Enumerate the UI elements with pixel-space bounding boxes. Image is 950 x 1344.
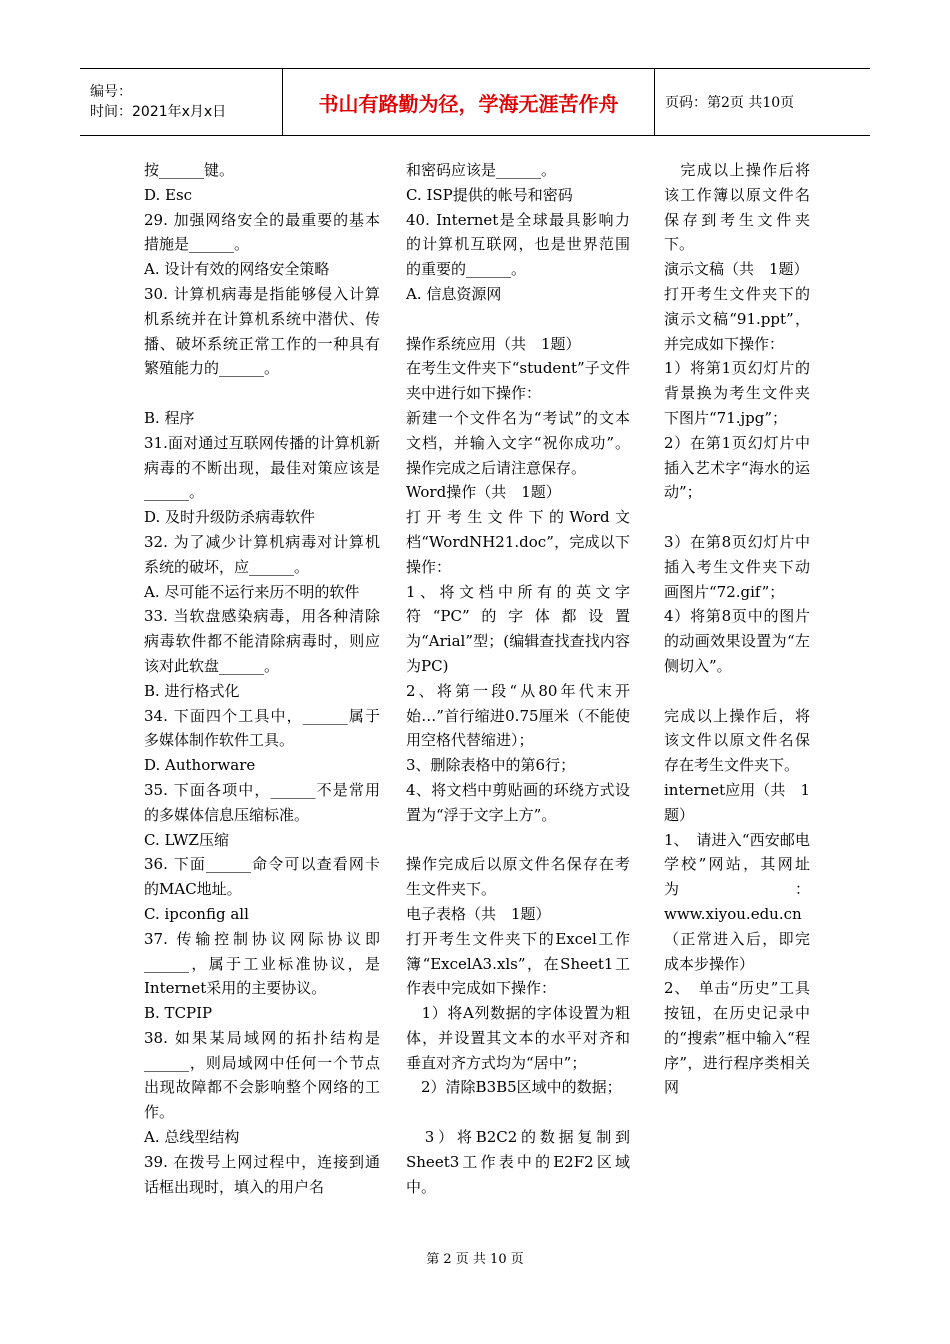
- paragraph: 3）将B2C2的数据复制到Sheet3工作表中的E2F2区域中。: [406, 1128, 630, 1196]
- paragraph: 打开考生文件下的Word文档“WordNH21.doc”，完成以下操作：: [406, 508, 630, 576]
- paragraph: B. 进行格式化: [144, 681, 240, 700]
- text-column-1: [144, 158, 380, 1199]
- paragraph: 1、将文档中所有的英文字符“PC”的字体都设置为“Arial”型；(编辑查找查找内容为PC): [406, 582, 630, 675]
- paragraph: [406, 1100, 630, 1125]
- paragraph: D. Authorware: [144, 756, 256, 775]
- paragraph: 34. 下面四个工具中，______属于多媒体制作软件工具。: [144, 706, 380, 750]
- paragraph: 打开考生文件夹下的Excel工作簿“ExcelA3.xls”，在Sheet1工作表中完成如下操作：: [406, 929, 630, 998]
- paragraph: 4）将第8页中的图片的动画效果设置为“左侧切入”。: [664, 607, 810, 675]
- paragraph: A. 设计有效的网络安全策略: [144, 260, 330, 279]
- text-column-2: [406, 158, 630, 1199]
- paragraph: 在考生文件夹下“student”子文件夹中进行如下操作：: [406, 359, 630, 403]
- paragraph: 3）在第8页幻灯片中插入考生文件夹下动画图片“72.gif”；: [664, 532, 810, 601]
- paragraph: D. Esc: [144, 185, 193, 204]
- paragraph: C. LWZ压缩: [144, 830, 229, 849]
- paragraph: [406, 828, 630, 853]
- paragraph: 演示文稿（共 1题）: [664, 260, 809, 279]
- paragraph: Word操作（共 1题）: [406, 483, 561, 502]
- header-right-cell: [655, 69, 870, 135]
- paragraph: 33. 当软盘感染病毒，用各种清除病毒软件都不能清除病毒时，则应该对此软盘______。: [144, 607, 380, 675]
- paragraph: 2、将第一段“从80年代末开始…”首行缩进0.75厘米（不能使用空格代替缩进）；: [406, 681, 630, 750]
- paragraph: 1）将A列数据的字体设置为粗体，并设置其文本的水平对齐和垂直对齐方式均为“居中”；: [406, 1004, 630, 1072]
- paragraph: 3、删除表格中的第6行；: [406, 756, 576, 775]
- paragraph: A. 尽可能不运行来历不明的软件: [144, 582, 360, 601]
- paragraph: A. 总线型结构: [144, 1128, 240, 1147]
- paragraph: 2、 单击“历史”工具按钮，在历史记录中的“搜索”框中输入“程序”，进行程序类相关网: [664, 979, 810, 1097]
- paragraph: 35. 下面各项中，______不是常用的多媒体信息压缩标准。: [144, 780, 380, 824]
- paragraph: 电子表格（共 1题）: [406, 904, 551, 923]
- paragraph: 新建一个文件名为“考试”的文本文档，并输入文字“祝你成功”。操作完成之后请注意保存。: [406, 408, 630, 477]
- paragraph: 完成以上操作后，将该文件以原文件名保存在考生文件夹下。: [664, 706, 810, 775]
- paragraph: C. ISP提供的帐号和密码: [406, 185, 573, 204]
- header-left-cell: [80, 69, 283, 135]
- paragraph: C. ipconfig all: [144, 904, 249, 923]
- paragraph: 操作系统应用（共 1题）: [406, 334, 581, 353]
- paragraph: 按______键。: [144, 161, 235, 179]
- paragraph: 1）将第1页幻灯片的背景换为考生文件夹下图片“71.jpg”；: [664, 359, 810, 427]
- paragraph: 39. 在拨号上网过程中，连接到通话框出现时，填入的用户名: [144, 1152, 380, 1196]
- paragraph: [406, 307, 630, 332]
- page-number-label: 页码：第2页 共10页: [665, 95, 795, 111]
- paragraph: 1、 请进入“西安邮电学校”网站，其网址为：www.xiyou.edu.cn（正常进入后，即完成本步操作）: [664, 830, 810, 973]
- paragraph: 30. 计算机病毒是指能够侵入计算机系统并在计算机系统中潜伏、传播、破坏系统正常工作的一种具有繁殖能力的______。: [144, 284, 380, 378]
- paragraph: B. 程序: [144, 408, 195, 427]
- number-label: 编号：: [90, 84, 132, 100]
- paragraph: [664, 505, 810, 530]
- paragraph: 38. 如果某局域网的拓扑结构是______，则局域网中任何一个节点出现故障都不会影响整个网络的工作。: [144, 1028, 380, 1122]
- paragraph: [144, 381, 380, 406]
- page-header: [80, 68, 870, 136]
- page-footer: 第 2 页 共 10 页: [426, 1252, 524, 1267]
- paragraph: 29. 加强网络安全的最重要的基本措施是______。: [144, 210, 380, 254]
- paragraph: B. TCPIP: [144, 1004, 213, 1023]
- paragraph: 4、将文档中剪贴画的环绕方式设置为“浮于文字上方”。: [406, 780, 630, 824]
- paragraph: internet应用（共 1题）: [664, 780, 810, 824]
- paragraph: 32. 为了减少计算机病毒对计算机系统的破坏，应______。: [144, 532, 380, 576]
- header-middle-cell: [283, 69, 655, 135]
- paragraph: 37. 传输控制协议网际协议即______，属于工业标准协议，是Internet采用的主要协议。: [144, 929, 380, 998]
- paragraph: 打开考生文件夹下的演示文稿“91.ppt”，并完成如下操作：: [664, 284, 810, 353]
- paragraph: [664, 679, 810, 704]
- motto-text: 书山有路勤为径，学海无涯苦作舟: [318, 91, 619, 116]
- paragraph: 36. 下面______命令可以查看网卡的MAC地址。: [144, 855, 380, 899]
- paragraph: 和密码应该是______。: [406, 161, 557, 179]
- paragraph: A. 信息资源网: [406, 284, 502, 303]
- paragraph: 操作完成后以原文件名保存在考生文件夹下。: [406, 855, 630, 899]
- paragraph: 完成以上操作后将该工作簿以原文件名保存到考生文件夹下。: [664, 161, 810, 254]
- paragraph: 2）清除B3B5区域中的数据；: [406, 1078, 622, 1097]
- paragraph: 40. Internet是全球最具影响力的计算机互联网，也是世界范围的重要的______。: [406, 210, 630, 279]
- time-label: 时间：2021年x月x日: [90, 104, 227, 120]
- text-column-3: [664, 158, 810, 1100]
- paragraph: 2）在第1页幻灯片中插入艺术字“海水的运动”；: [664, 433, 810, 502]
- paragraph: 31.面对通过互联网传播的计算机新病毒的不断出现，最佳对策应该是______。: [144, 433, 380, 502]
- paragraph: D. 及时升级防杀病毒软件: [144, 508, 316, 527]
